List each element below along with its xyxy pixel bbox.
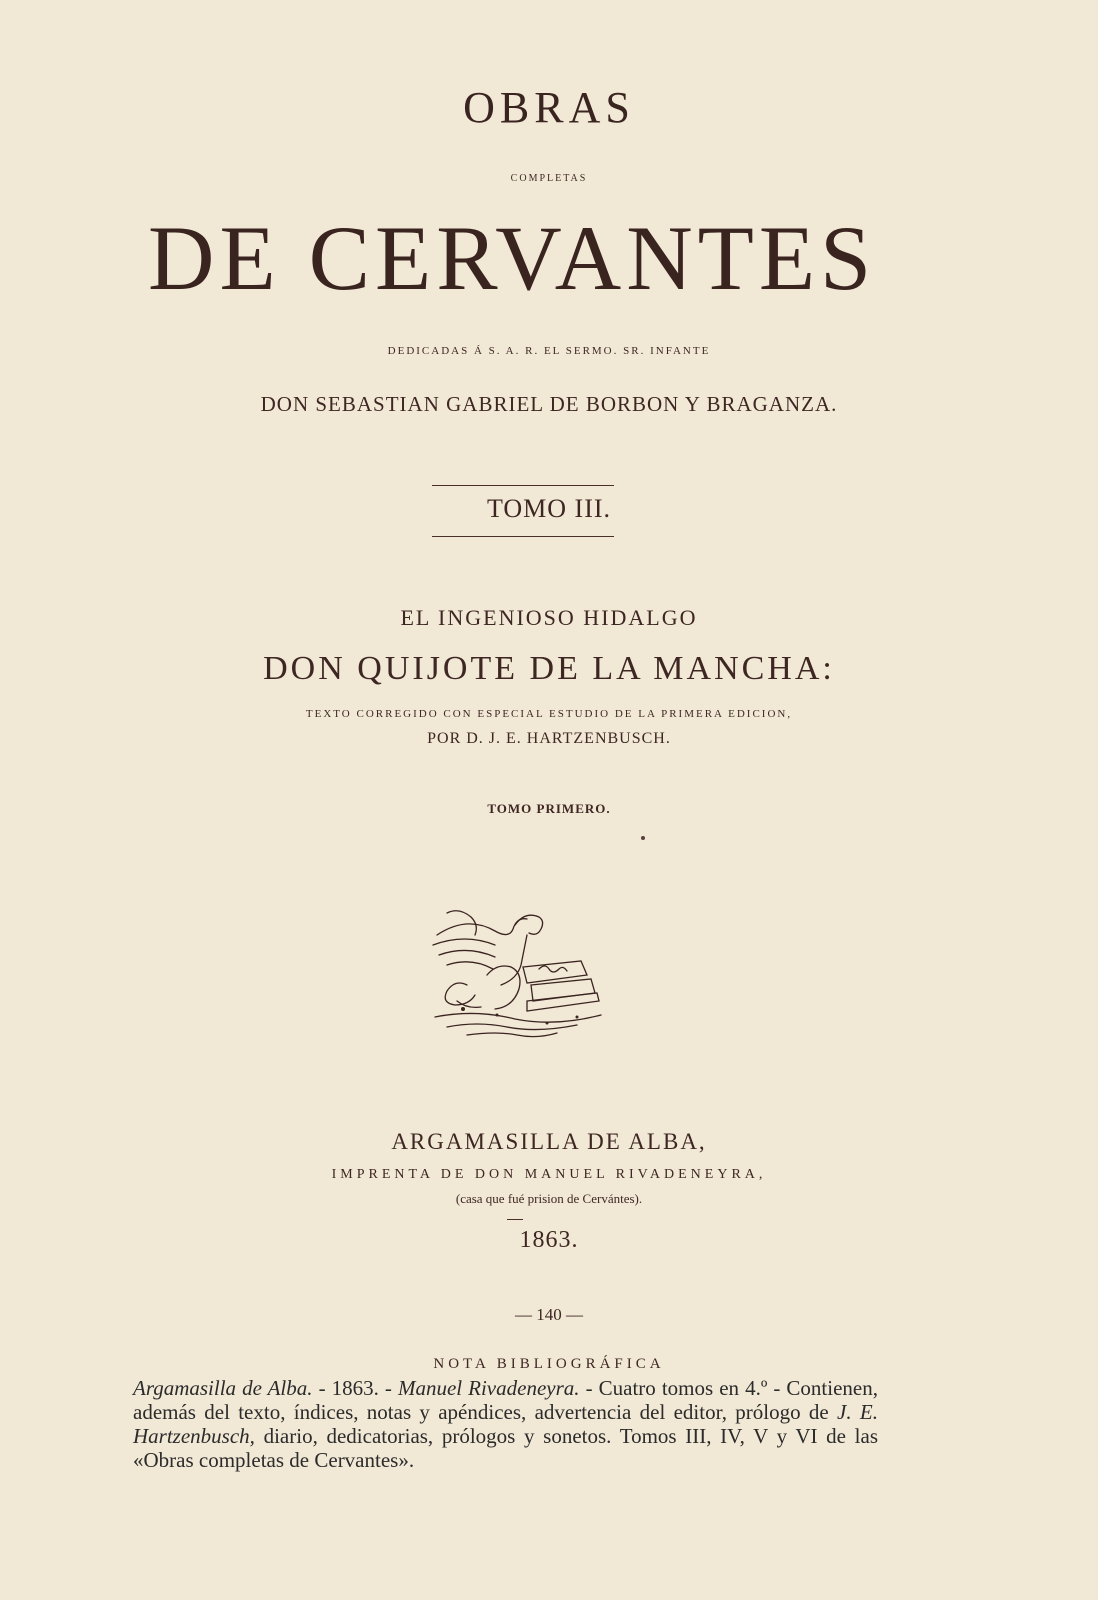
nota-year: - 1863. - (312, 1376, 398, 1400)
nota-text-2: diario, dedicatorias, prólogos y sonetos. Tomos III, IV, V y VI de las «Obras completas de Cervantes». (133, 1424, 878, 1472)
nota-editor: J. E. Hartzenbusch, (133, 1400, 878, 1448)
nota-heading: NOTA BIBLIOGRÁFICA (433, 1356, 665, 1372)
bottom-rule (432, 536, 614, 537)
work-title: DON QUIJOTE DE LA MANCHA: (263, 650, 835, 687)
top-rule (432, 485, 614, 486)
work-subtitle: EL INGENIOSO HIDALGO (400, 605, 698, 630)
imprint-year: 1863. (519, 1227, 579, 1253)
part-label: TOMO PRIMERO. (487, 801, 611, 816)
imprint-place: ARGAMASILLA DE ALBA, (391, 1129, 707, 1154)
text-note: TEXTO CORREGIDO CON ESPECIAL ESTUDIO DE LA PRIMERA EDICION, (305, 708, 793, 720)
short-rule (507, 1219, 523, 1220)
dedicatee: DON SEBASTIAN GABRIEL DE BORBON Y BRAGANZA. (260, 392, 838, 416)
page-number: — 140 — (515, 1305, 583, 1324)
main-title: DE CERVANTES (148, 207, 877, 309)
nota-printer: Manuel Rivadeneyra. (397, 1376, 580, 1400)
nota-body (133, 1376, 878, 1472)
ink-speck (641, 836, 645, 840)
editor-line: POR D. J. E. HARTZENBUSCH. (427, 730, 671, 747)
imprint-note: (casa que fué prision de Cervántes). (455, 1191, 643, 1206)
printer-emblem-griffin-icon (427, 905, 609, 1045)
nota-place: Argamasilla de Alba. (133, 1376, 313, 1400)
imprint-printer: IMPRENTA DE DON MANUEL RIVADENEYRA, (331, 1167, 767, 1182)
completas-label: COMPLETAS (510, 173, 588, 184)
dedication-line: DEDICADAS Á S. A. R. EL SERMO. SR. INFANTE (387, 345, 711, 357)
nota-text-1: - Cuatro tomos en 4.º - Contienen, además del texto, índices, notas y apéndices, advertencia del editor, prólogo de (133, 1376, 878, 1424)
obras-heading: OBRAS (463, 83, 635, 132)
volume-label: TOMO III. (486, 494, 612, 523)
